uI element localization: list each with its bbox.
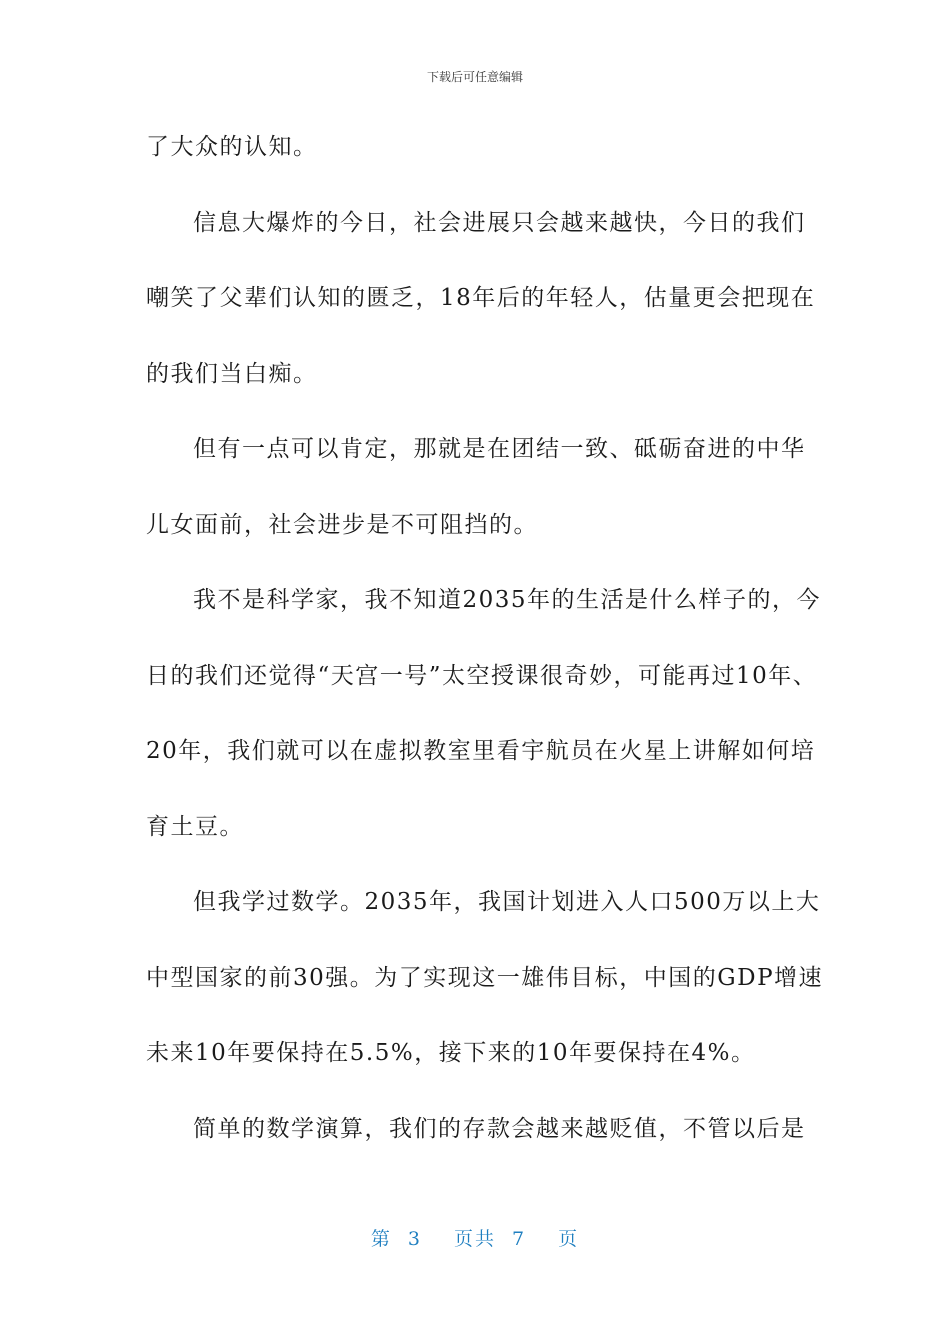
text-line: 简单的数学演算，我们的存款会越来越贬值，不管以后是: [193, 1115, 806, 1142]
text-line: 了大众的认知。: [146, 134, 318, 160]
text-line: 我不是科学家，我不知道2035年的生活是什么样子的，今: [193, 587, 822, 613]
text-line: 育土豆。: [146, 813, 244, 840]
text-line: 儿女面前，社会进步是不可阻挡的。: [146, 511, 538, 538]
text-line: 中型国家的前30强。为了实现这一雄伟目标，中国的GDP增速: [146, 964, 824, 991]
footer-prefix: 第: [370, 1228, 392, 1250]
text-line: 未来10年要保持在5.5%，接下来的10年要保持在4%。: [146, 1040, 756, 1066]
document-body: [146, 120, 826, 1177]
text-line: 但有一点可以肯定，那就是在团结一致、砥砺奋进的中华: [193, 436, 806, 462]
footer-middle: 页共: [453, 1228, 496, 1250]
text-line: 日的我们还觉得“天宫一号”太空授课很奇妙，可能再过10年、: [146, 662, 818, 689]
text-line: 嘲笑了父辈们认知的匮乏，18年后的年轻人，估量更会把现在: [146, 285, 816, 311]
page-header: 下载后可任意编辑: [426, 70, 523, 84]
text-line: 20年，我们就可以在虚拟教室里看宇航员在火星上讲解如何培: [146, 738, 816, 764]
footer-total-pages: 7: [512, 1228, 527, 1250]
page-footer: [0, 1224, 950, 1251]
text-line: 但我学过数学。2035年，我国计划进入人口500万以上大: [193, 889, 821, 915]
footer-suffix: 页: [558, 1228, 580, 1250]
text-line: 的我们当白痴。: [146, 360, 318, 387]
footer-page-number: 3: [407, 1228, 422, 1250]
text-line: 信息大爆炸的今日，社会进展只会越来越快，今日的我们: [193, 209, 806, 236]
